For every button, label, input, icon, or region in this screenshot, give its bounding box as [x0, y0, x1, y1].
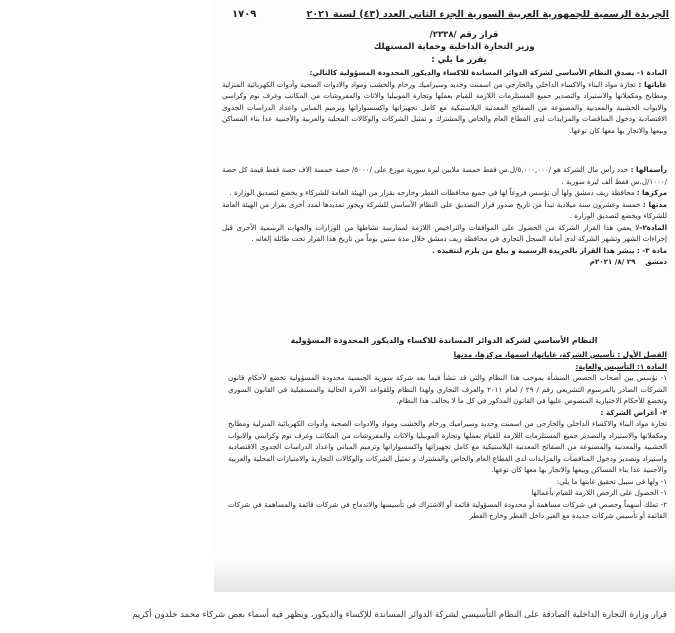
company-details — [222, 164, 667, 268]
hq-paragraph — [222, 187, 667, 199]
article-1 — [222, 67, 667, 136]
article-2-label: المادة٢- — [639, 222, 667, 232]
scan-bottom-shadow — [214, 556, 675, 592]
duration-paragraph — [222, 199, 667, 222]
objectives-paragraph — [222, 79, 667, 137]
article-2-text: لا يعفي هذا القرار الشركة من الحصول على الموافقات والتراخيص اللازمة لممارسة نشاطها من الوزارات والجهات الرسمية الأخرى قبل إجراءات الشهر وتشهر الشركة لدى أمانة السجل التجاري في محافظة ريف دمشق خلال مدة ستين يوماً من تاريخ هذا القرار تحت طائلة إلغائه . — [222, 222, 667, 243]
objectives-text: تجارة مواد البناء والاكساء الداخلي والخارجي من اسمنت وحديد وسيراميك ورخام والخشب ومواد والادوات الصحية وأدوات الكهربائية المنزلية ومطابخ ومكملاتها والاستيراد والتصدير جميع المستلزمات اللازمة للقيام بعملها وتجارة الموبيليا والاثاث والمفروشات من المكاتب وغرف نوم وكراسي والابواب الخشبية والمعدنية والمصنوعة من الصفائح المعدنية البلاستيكية مع كامل تجهيزاتها واكسسواراتها وترميم المباني واعداد الدراسات الجدوى الاقتصادية ودخول المناقصات والمزايدات لدى القطاع العام والخاص والمشترك و تمثيل الشركات والوكالات المحلية والعربية والأجنبية عدا بناء المساكن وبيعها والاتجار بها معها كان نوعها. — [222, 79, 667, 135]
decision-number: قرار رقم /٢٣٣٨/ — [429, 30, 499, 40]
capital-label: رأسمالها : — [630, 165, 667, 174]
bylaws-item-2-heading: ٢- أغراض الشركة : — [600, 407, 667, 417]
scanned-document-image — [214, 0, 675, 592]
means-intro: ١- ولها في سبيل تحقيق غايتها ما يلي: — [556, 476, 667, 486]
signature-date: ٢٩ /٨/ ٢٠٢١م — [589, 257, 636, 266]
duration-label: مدتها : — [642, 199, 667, 209]
bylaws-item-2-text: تجارة مواد البناء والاكساء الداخلي والخارجي من اسمنت وحديد وسيراميك ورخام والخشب ومواد والادوات الصحية وأدوات الكهربائية المنزلية ومطابخ ومكملاتها والاستيراد والتصدير جميع المستلزمات اللازمة للقيام بعملها وتجارة الموبيليا والاثاث والمفروشات من المكاتب وغرف نوم وكراسي والابواب الخشبية والمعدنية والمصنوعة من الصفائح المعدنية البلاستيكية مع كامل تجهيزاتها واكسسواراتها وترميم المباني واعداد الدراسات الجدوى الاقتصادية واستيراد وتصدير ودخول المناقصات والمزايدات لدى القطاع العام والخاص والمشترك و تمثيل الشركات والوكالات التجارية والامتيازات المحلية والعربية والأجنبية عدا بناء المساكن وبيعها والاتجار بها معها كان نوعها. — [228, 419, 667, 474]
bylaws-article-1-heading: المادة ١: التأسيس والغاية: — [575, 361, 667, 371]
gazette-header — [232, 6, 669, 22]
page-number: ١٧٠٩ — [232, 8, 257, 20]
bylaws-item-1: ١- تؤسس بين أصحاب الحصص المنشأة بموجب هذا النظام والتي قد تنشأ فيما بعد شركة سورية الجنسية محدودة المسؤولية تخضع لأحكام قانون الشركات الصادر بالمرسوم التشريعي رقم / ٢٩ / لعام ٢٠١١ والعرف التجاري ولهذا النظام وللقواعد الآمرة الحالية والمستقبلية في القانون السوري وتخضع للأحكام الاختيارية المنصوص عليها في القانون المذكور في كل ما لا يخالف هذا النظام. — [228, 373, 667, 405]
decides-line: يقرر ما يلي : — [431, 55, 487, 65]
signature-line — [222, 256, 667, 268]
hq-label: مركزها : — [636, 188, 667, 197]
minister-title: وزير التجارة الداخلية وحماية المستهلك — [373, 42, 535, 52]
gazette-title: الجريدة الرسمية للجمهورية العربية السورية الجزء الثاني العدد (٤٣) لسنة ٢٠٢١ — [306, 8, 669, 20]
article-1-lead: المادة ١- يصدق النظام الأساسي لشركة الدوائر المساندة للاكساء والديكور المحدودة المسؤولية كالتالي: — [309, 68, 667, 77]
image-caption: قرار وزارة التجارة الداخلية الصادقة على النظام التأسيسي لشركة الدوائر المساندة للإكساء والديكور، ويظهر فيه أسماء بعض شركاء محمد خلدون أكريم — [132, 610, 667, 620]
article-3: مادة ٣- : ينشر هذا القرار بالجريدة الرسمية و يبلغ من يلزم لتنفيذه . — [432, 245, 667, 255]
duration-text: خمسة وعشرون سنة ميلادية تبدأ من تاريخ صدور قرار التصديق على النظام الأساسي للشركة ويجوز تمديدها لمدد أخرى بقرار من الهيئة العامة للشركاء ويخضع لتصديق الوزارة . — [222, 199, 667, 220]
article-2 — [222, 222, 667, 245]
hq-text: محافظة ريف دمشق ولها أن تؤسس فروعاً لها في جميع محافظات القطر وخارجه بقرار من الهيئة العامة للشركاء و يخضع لتصديق الوزارة . — [229, 188, 635, 197]
bylaws-title: النظام الأساسي لشركة الدوائر المساندة للاكساء والديكور المحدودة المسؤولية — [290, 336, 598, 345]
capital-paragraph — [222, 164, 667, 187]
capital-text: حدد رأس مال الشركة هو /٥,٠٠٠,٠٠٠/ل.س فقط خمسة ملايين ليرة سورية موزع على /٥٠٠٠/ حصة خمسة الاف حصة فقط قيمة كل حصة /١٠٠٠/ل.س فقط ألف ليرة سورية . — [222, 165, 667, 186]
means-item-1: ١- الحصول على الرخص اللازمة للقيام بأعمالها — [531, 488, 667, 497]
means-item-2: ٢- تملك أسهماً وحصص في شركات مساهمة أو محدودة المسؤولية قائمة أو الاشتراك في تأسيسها والاندماج في شركات قائمة والمساهمة في شركات القائمة أو تأسيس شركات جديدة مع الغير داخل القطر وخارج القطر — [228, 499, 667, 520]
signature-place: دمشق — [645, 257, 667, 266]
bylaws-body — [228, 349, 667, 522]
chapter-1-heading: الفصل الأول : تأسيس الشركة، غاياتها، اسمها، مركزها، مدتها — [453, 350, 667, 359]
objectives-label: غاياتها : — [638, 79, 667, 89]
